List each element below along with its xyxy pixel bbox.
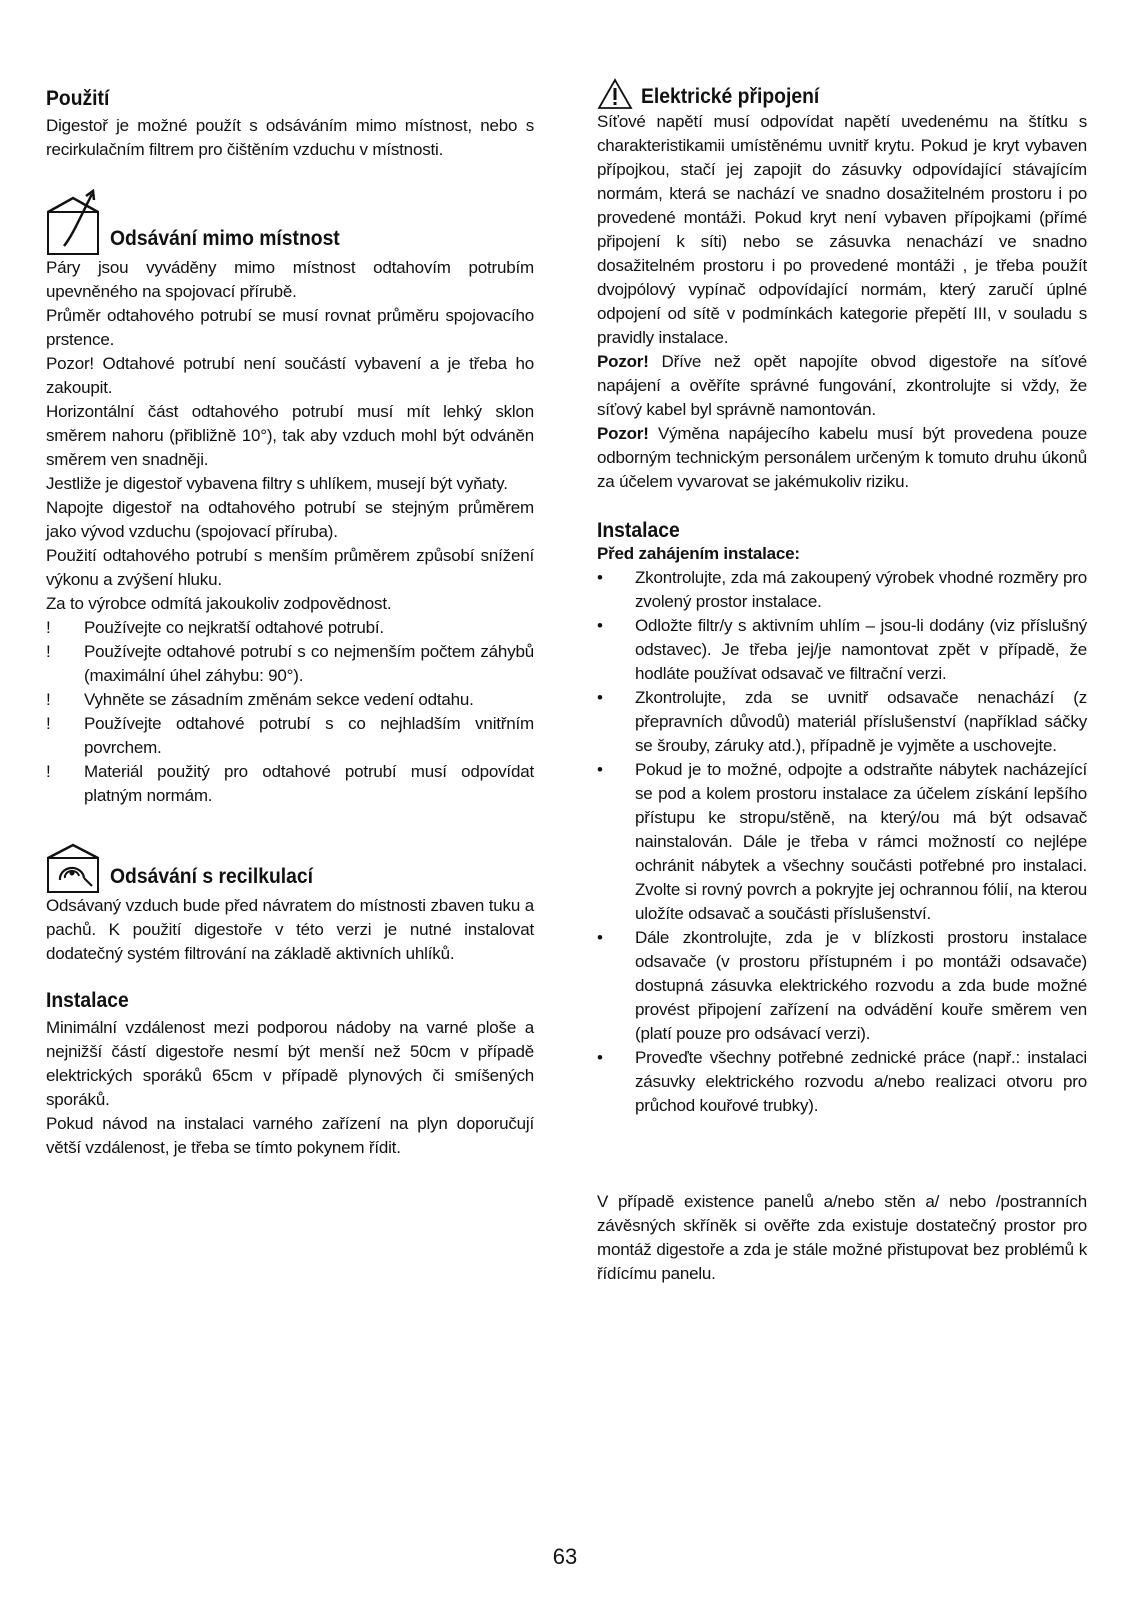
paragraph: Páry jsou vyváděny mimo místnost odtahovím potrubím upevněného na spojovací přírubě. — [46, 258, 534, 301]
paragraph: Napojte digestoř na odtahového potrubí se stejným průměrem jako vývod vzduchu (spojovací příruba). — [46, 498, 534, 541]
list-item-text: Vyhněte se zásadním změnám sekce vedení odtahu. — [84, 690, 474, 709]
paragraph: Pokud návod na instalaci varného zařízení na plyn doporučují větší vzdálenost, je třeba se tímto pokynem řídit. — [46, 1114, 534, 1157]
section-title-pouziti: Použití — [46, 87, 110, 110]
warning-triangle-icon — [597, 78, 633, 110]
warning-label: Pozor! — [597, 424, 649, 443]
bullet-mark: • — [597, 928, 603, 947]
list-item-text: Zkontrolujte, zda se uvnitř odsavače nenachází (z přepravních důvodů) materiál příslušenství (například sáčky se šrouby, záruky atd.), případně je vyjměte a uschovejte. — [635, 688, 1087, 755]
warning-text: Dříve než opět napojíte obvod digestoře na síťové napájení a ověříte správné fungování, zkontrolujte si vždy, že síťový kabel byl správně namontován. — [597, 352, 1087, 419]
section-title-instalace-right: Instalace — [597, 519, 680, 542]
house-recirculation-icon — [46, 842, 102, 894]
paragraph: Pozor! Odtahové potrubí není součástí vybavení a je třeba ho zakoupit. — [46, 354, 534, 397]
list-item-text: Používejte odtahové potrubí s co nejmenším počtem záhybů (maximální úhel záhybu: 90°). — [84, 642, 534, 685]
bullet-mark: • — [597, 616, 603, 635]
list-item — [46, 616, 534, 640]
list-item — [46, 760, 534, 808]
list-item-text: Zkontrolujte, zda má zakoupený výrobek vhodné rozměry pro zvolený prostor instalace. — [635, 568, 1087, 611]
list-item — [597, 566, 1087, 614]
recirkulace-header — [46, 842, 534, 894]
instalace-subtitle: Před zahájením instalace: — [597, 544, 800, 563]
house-exhaust-icon — [46, 188, 102, 256]
bullet-mark: • — [597, 760, 603, 779]
section-title-odsavani-mimo: Odsávání mimo místnost — [110, 227, 340, 250]
list-item-text: Pokud je to možné, odpojte a odstraňte nábytek nacházející se pod a kolem prostoru instalace za účelem získání lepšího přístupu ke stropu/stěně, na který/ou má být odsavač nainstalován. Dále je třeba v rámci možností co nejlépe ochránit nábytek a všechny součásti potřebné pro instalaci. Zvolte si rovný povrch a pokryjte jej ochrannou fólií, na kterou uložíte odsavač a součásti příslušenství. — [635, 760, 1087, 923]
instalace-closing: V případě existence panelů a/nebo stěn a/ nebo /postranních závěsných skříněk si ověřte zda existuje dostatečný prostor pro montáž digestoře a zda je stále možné přistupovat bez problémů k řídícímu panelu. — [597, 1192, 1087, 1283]
recirkulace-text: Odsávaný vzduch bude před návratem do místnosti zbaven tuku a pachů. K použití digestoře v této verzi je nutné instalovat dodatečný systém filtrování na základě aktivních uhlíků. — [46, 896, 534, 963]
list-item — [597, 1046, 1087, 1118]
list-item-text: Proveďte všechny potřebné zednické práce (např.: instalaci zásuvky elektrického rozvodu a/nebo realizaci otvoru pro průchod kouřové trubky). — [635, 1048, 1087, 1115]
list-item — [46, 640, 534, 688]
left-column — [46, 86, 534, 1160]
exclamation-mark: ! — [46, 690, 51, 709]
warning-label: Pozor! — [597, 352, 649, 371]
elektricke-text: Síťové napětí musí odpovídat napětí uvedenému na štítku s charakteristikamii umístěnému uvnitř krytu. Pokud je kryt vybaven přípojkou, stačí jej zapojit do zásuvky odpovídající stávajícím normám, která se nachází ve snadno dosažitelném prostoru i po provedené montáži. Pokud kryt není vybaven přípojkami (přímé připojení k síti) nebo se zásuvka nenachází ve snadno dosažitelném prostoru i po provedené montáži , je třeba použít dvojpólový vypínač odpovídající normám, který zaručí úplné odpojení od sítě v podmínkách kategorie přepětí III, v souladu s pravidly instalace. — [597, 112, 1087, 347]
paragraph: Průměr odtahového potrubí se musí rovnat průměru spojovacího prstence. — [46, 306, 534, 349]
exclamation-mark: ! — [46, 714, 51, 733]
list-item-text: Používejte co nejkratší odtahové potrubí. — [84, 618, 384, 637]
elektricke-header — [597, 78, 1087, 110]
list-item-text: Dále zkontrolujte, zda je v blízkosti prostoru instalace odsavače (v prostoru přístupném i po montáži odsavače) dostupná zásuvka elektrického rozvodu a zda bude možné provést připojení zařízení na odvádění kouře směrem ven (platí pouze pro odsávací verzi). — [635, 928, 1087, 1043]
paragraph: Horizontální část odtahového potrubí musí mít lehký sklon směrem nahoru (přibližně 10°), tak aby vzduch mohl být odváněn směrem ven snadněji. — [46, 402, 534, 469]
exclamation-mark: ! — [46, 618, 51, 637]
paragraph: Minimální vzdálenost mezi podporou nádoby na varné ploše a nejnižší částí digestoře nesmí být menší než 50cm v případě elektrických sporáků 65cm v případě plynových či smíšených sporáků. — [46, 1018, 534, 1109]
right-column — [597, 86, 1087, 1286]
section-title-recirkulace: Odsávání s recilkulací — [110, 865, 313, 888]
list-item — [46, 688, 534, 712]
odsavani-mimo-paragraphs — [46, 256, 534, 616]
exclamation-mark: ! — [46, 762, 51, 781]
bullet-mark: • — [597, 688, 603, 707]
list-item — [597, 686, 1087, 758]
warning-paragraph-1 — [597, 350, 1087, 422]
bullet-mark: • — [597, 568, 603, 587]
paragraph: Jestliže je digestoř vybavena filtry s uhlíkem, musejí být vyňaty. — [46, 474, 508, 493]
list-item-text: Používejte odtahové potrubí s co nejhladším vnitřním povrchem. — [84, 714, 534, 757]
warning-text: Výměna napájecího kabelu musí být provedena pouze odborným technickým personálem určeným k tomuto druhu úkonů za účelem vyvarovat se jakémukoliv riziku. — [597, 424, 1087, 491]
section-title-instalace-left: Instalace — [46, 989, 129, 1012]
list-item-text: Materiál použitý pro odtahové potrubí musí odpovídat platným normám. — [84, 762, 534, 805]
instalace-list — [597, 566, 1087, 1118]
odsavani-mimo-header — [46, 188, 534, 256]
warning-paragraph-2 — [597, 422, 1087, 494]
bullet-mark: • — [597, 1048, 603, 1067]
page-number: 63 — [552, 1544, 578, 1569]
pouziti-text: Digestoř je možné použít s odsáváním mimo místnost, nebo s recirkulačním filtrem pro čištěním vzduchu v místnosti. — [46, 116, 534, 159]
list-item — [46, 712, 534, 760]
list-item-text: Odložte filtr/y s aktivním uhlím – jsou-li dodány (viz příslušný odstavec). Je třeba jej/je namontovat zpět v případě, že hodláte používat odsavač ve filtrační verzi. — [635, 616, 1087, 683]
list-item — [597, 926, 1087, 1046]
list-item — [597, 758, 1087, 926]
paragraph: Za to výrobce odmítá jakoukoliv zodpovědnost. — [46, 594, 392, 613]
section-title-elektricke: Elektrické připojení — [641, 85, 820, 108]
odsavani-mimo-list — [46, 616, 534, 808]
exclamation-mark: ! — [46, 642, 51, 661]
list-item — [597, 614, 1087, 686]
paragraph: Použití odtahového potrubí s menším průměrem způsobí snížení výkonu a zvýšení hluku. — [46, 546, 534, 589]
